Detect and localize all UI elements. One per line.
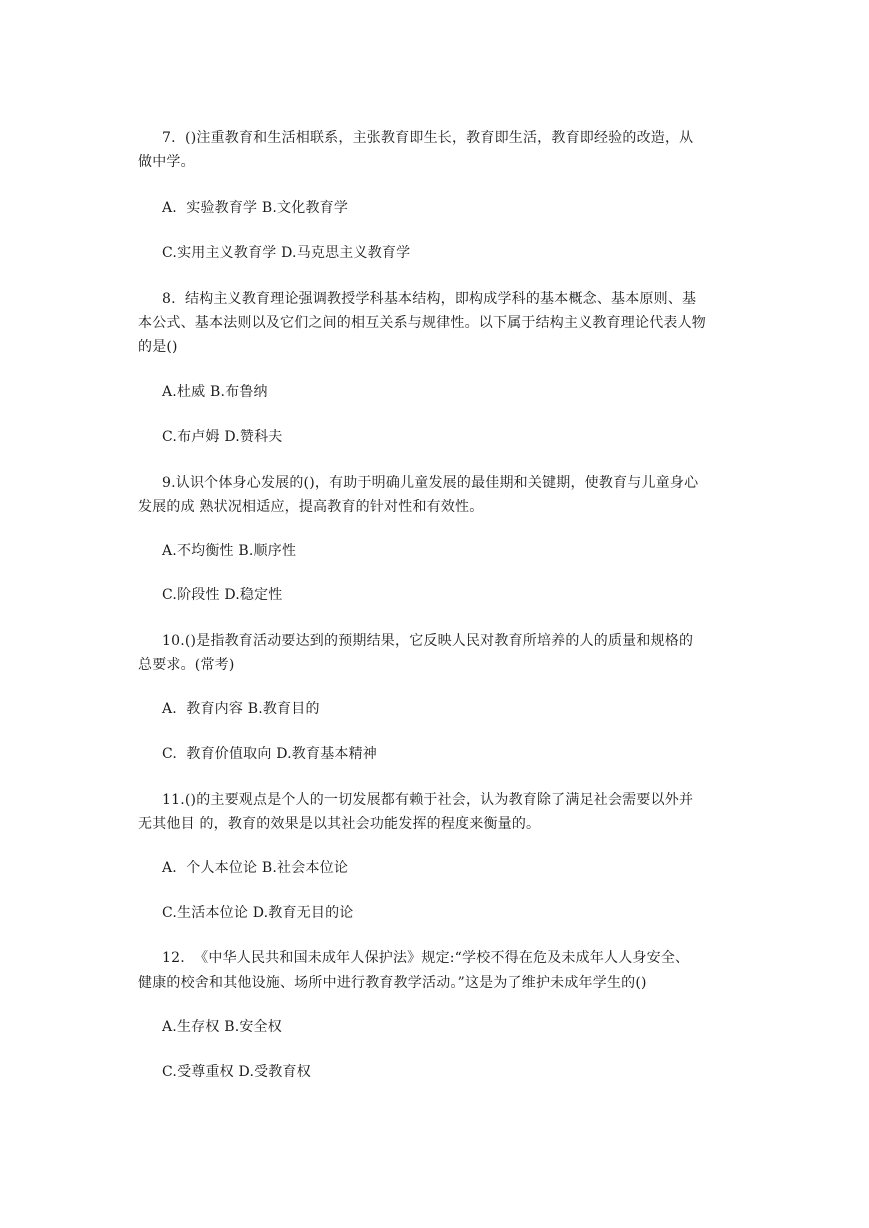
question-10-option-ab: A. 教育内容 B.教育目的 bbox=[162, 701, 320, 717]
question-7-stem-line-2: 做中学。 bbox=[138, 154, 195, 170]
question-8-stem-line-1: 8. 结构主义教育理论强调教授学科基本结构，即构成学科的基本概念、基本原则、基 bbox=[162, 291, 697, 307]
question-9-stem-line-2: 发展的成 熟状况相适应，提高教育的针对性和有效性。 bbox=[138, 499, 484, 515]
question-7-stem-line-1: 7. ()注重教育和生活相联系，主张教育即生长，教育即生活，教育即经验的改造，从 bbox=[162, 130, 694, 146]
question-11-stem-line-1: 11.()的主要观点是个人的一切发展都有赖于社会，认为教育除了满足社会需要以外并 bbox=[162, 792, 694, 808]
question-10-stem-line-1: 10.()是指教育活动要达到的预期结果，它反映人民对教育所培养的人的质量和规格的 bbox=[162, 633, 694, 649]
question-11-option-cd: C.生活本位论 D.教育无目的论 bbox=[162, 905, 354, 921]
question-7-option-cd: C.实用主义教育学 D.马克思主义教育学 bbox=[162, 245, 411, 261]
question-9-option-ab: A.不均衡性 B.顺序性 bbox=[162, 543, 297, 559]
question-9-option-cd: C.阶段性 D.稳定性 bbox=[162, 587, 283, 603]
question-11-option-ab: A. 个人本位论 B.社会本位论 bbox=[162, 860, 349, 876]
question-12-stem-line-2: 健康的校舍和其他设施、场所中进行教育教学活动。”这是为了维护未成年学生的() bbox=[138, 975, 647, 991]
question-12-option-cd: C.受尊重权 D.受教育权 bbox=[162, 1064, 311, 1080]
question-8-stem-line-3: 的是() bbox=[138, 339, 178, 355]
question-8-option-ab: A.杜威 B.布鲁纳 bbox=[162, 384, 268, 400]
question-7-option-ab: A. 实验教育学 B.文化教育学 bbox=[162, 200, 349, 216]
question-11-stem-line-2: 无其他目 的，教育的效果是以其社会功能发挥的程度来衡量的。 bbox=[138, 816, 541, 832]
question-9-stem-line-1: 9.认识个体身心发展的()，有助于明确儿童发展的最佳期和关键期，使教育与儿童身心 bbox=[162, 475, 699, 491]
question-12-stem-line-1: 12. 《中华人民共和国未成年人保护法》规定:“学校不得在危及未成年人人身安全、 bbox=[162, 950, 690, 966]
question-10-stem-line-2: 总要求。(常考) bbox=[138, 657, 235, 673]
question-8-stem-line-2: 本公式、基本法则以及它们之间的相互关系与规律性。以下属于结构主义教育理论代表人物 bbox=[138, 315, 706, 331]
question-8-option-cd: C.布卢姆 D.赞科夫 bbox=[162, 429, 283, 445]
question-10-option-cd: C. 教育价值取向 D.教育基本精神 bbox=[162, 746, 377, 762]
question-12-option-ab: A.生存权 B.安全权 bbox=[162, 1019, 282, 1035]
